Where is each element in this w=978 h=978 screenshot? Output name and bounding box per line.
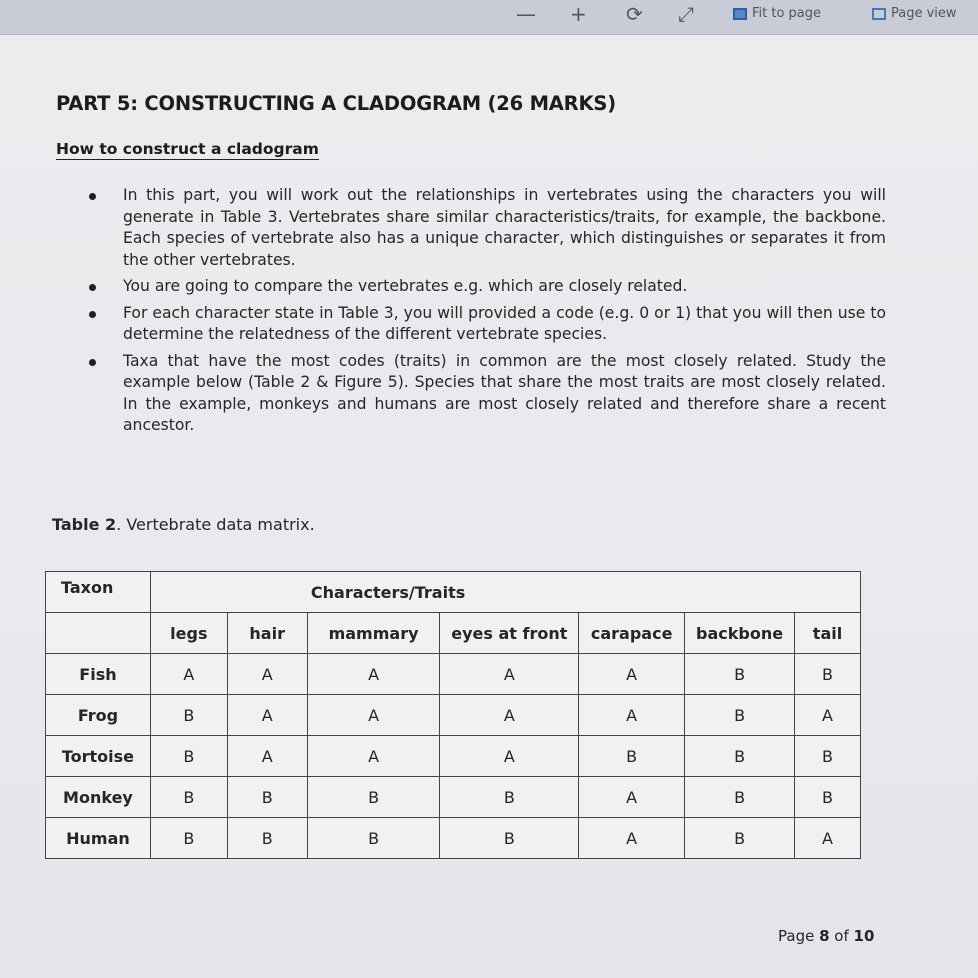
bullet-icon: [89, 284, 96, 291]
table-cell: B: [150, 695, 227, 736]
table-cell: B: [685, 695, 795, 736]
table-cell: A: [440, 654, 579, 695]
table-cell: A: [307, 695, 440, 736]
vertebrate-data-matrix: [45, 571, 861, 859]
table-cell: B: [150, 818, 227, 859]
trait-header: eyes at front: [440, 613, 579, 654]
document-page: [0, 35, 978, 978]
table-cell: A: [307, 736, 440, 777]
page-view-icon: [872, 8, 886, 20]
rotate-icon[interactable]: ⟳: [626, 2, 643, 26]
instruction-list: [86, 185, 886, 442]
characters-header: Characters/Traits: [150, 572, 860, 613]
viewer-toolbar: [0, 0, 978, 35]
table-cell: B: [685, 777, 795, 818]
page-view-button[interactable]: [872, 6, 957, 21]
trait-header: hair: [227, 613, 307, 654]
table-cell: A: [307, 654, 440, 695]
list-item: In this part, you will work out the relationships in vertebrates using the characters you will generate in Table 3. Vertebrates share similar characteristics/traits, for example, the backbone. Each species of vertebrate also has a unique character, which distinguishes or separates it from the other vertebrates.: [86, 185, 886, 271]
table-cell: A: [579, 654, 685, 695]
taxon-header: Taxon: [46, 572, 151, 613]
taxon-cell: Frog: [46, 695, 151, 736]
trait-header-row: [46, 613, 861, 654]
page-number: Page 8 of 10: [778, 927, 875, 945]
page-heading: PART 5: CONSTRUCTING A CLADOGRAM (26 MARKS): [56, 92, 616, 115]
table-cell: A: [227, 736, 307, 777]
table-cell: B: [227, 818, 307, 859]
table-cell: A: [227, 654, 307, 695]
table-cell: B: [579, 736, 685, 777]
table-cell: B: [795, 777, 861, 818]
taxon-cell: Human: [46, 818, 151, 859]
table-header-row: [46, 572, 861, 613]
table-cell: B: [685, 654, 795, 695]
zoom-out-icon[interactable]: —: [516, 2, 536, 26]
trait-header: carapace: [579, 613, 685, 654]
table-cell: B: [307, 818, 440, 859]
expand-icon[interactable]: ⤢: [678, 2, 694, 26]
trait-header: mammary: [307, 613, 440, 654]
fit-to-page-button[interactable]: [733, 6, 821, 21]
table-cell: B: [150, 777, 227, 818]
bullet-icon: [89, 311, 96, 318]
table-cell: B: [227, 777, 307, 818]
list-item: For each character state in Table 3, you will provided a code (e.g. 0 or 1) that you will then use to determine the relatedness of the different vertebrate species.: [86, 303, 886, 346]
bullet-icon: [89, 359, 96, 366]
table-cell: A: [795, 818, 861, 859]
trait-header: tail: [795, 613, 861, 654]
table-row: [46, 736, 861, 777]
trait-header: legs: [150, 613, 227, 654]
list-item: Taxa that have the most codes (traits) in common are the most closely related. Study the example below (Table 2 & Figure 5). Species that share the most traits are most closely related. In the example, monkeys and humans are most closely related and therefore share a recent ancestor.: [86, 351, 886, 437]
list-item: You are going to compare the vertebrates e.g. which are closely related.: [86, 276, 886, 298]
table-cell: A: [795, 695, 861, 736]
table-cell: A: [227, 695, 307, 736]
table-cell: B: [150, 736, 227, 777]
table-cell: B: [440, 777, 579, 818]
table-row: [46, 695, 861, 736]
table-cell: A: [440, 695, 579, 736]
table-cell: B: [795, 736, 861, 777]
table-caption: Table 2. Vertebrate data matrix.: [52, 515, 315, 534]
empty-cell: [46, 613, 151, 654]
zoom-in-icon[interactable]: +: [570, 2, 587, 26]
table-cell: B: [440, 818, 579, 859]
table-row: [46, 777, 861, 818]
page-view-label: Page view: [891, 6, 957, 21]
table-cell: B: [307, 777, 440, 818]
section-subheading: How to construct a cladogram: [56, 140, 319, 158]
table-cell: B: [685, 818, 795, 859]
taxon-cell: Fish: [46, 654, 151, 695]
taxon-cell: Tortoise: [46, 736, 151, 777]
table-row: [46, 654, 861, 695]
trait-header: backbone: [685, 613, 795, 654]
table-cell: A: [440, 736, 579, 777]
table-cell: A: [579, 818, 685, 859]
bullet-icon: [89, 193, 96, 200]
fit-to-page-icon: [733, 8, 747, 20]
table-cell: B: [685, 736, 795, 777]
table-cell: A: [579, 695, 685, 736]
table-cell: A: [150, 654, 227, 695]
taxon-cell: Monkey: [46, 777, 151, 818]
table-cell: A: [579, 777, 685, 818]
fit-to-page-label: Fit to page: [752, 6, 822, 21]
table-row: [46, 818, 861, 859]
table-cell: B: [795, 654, 861, 695]
